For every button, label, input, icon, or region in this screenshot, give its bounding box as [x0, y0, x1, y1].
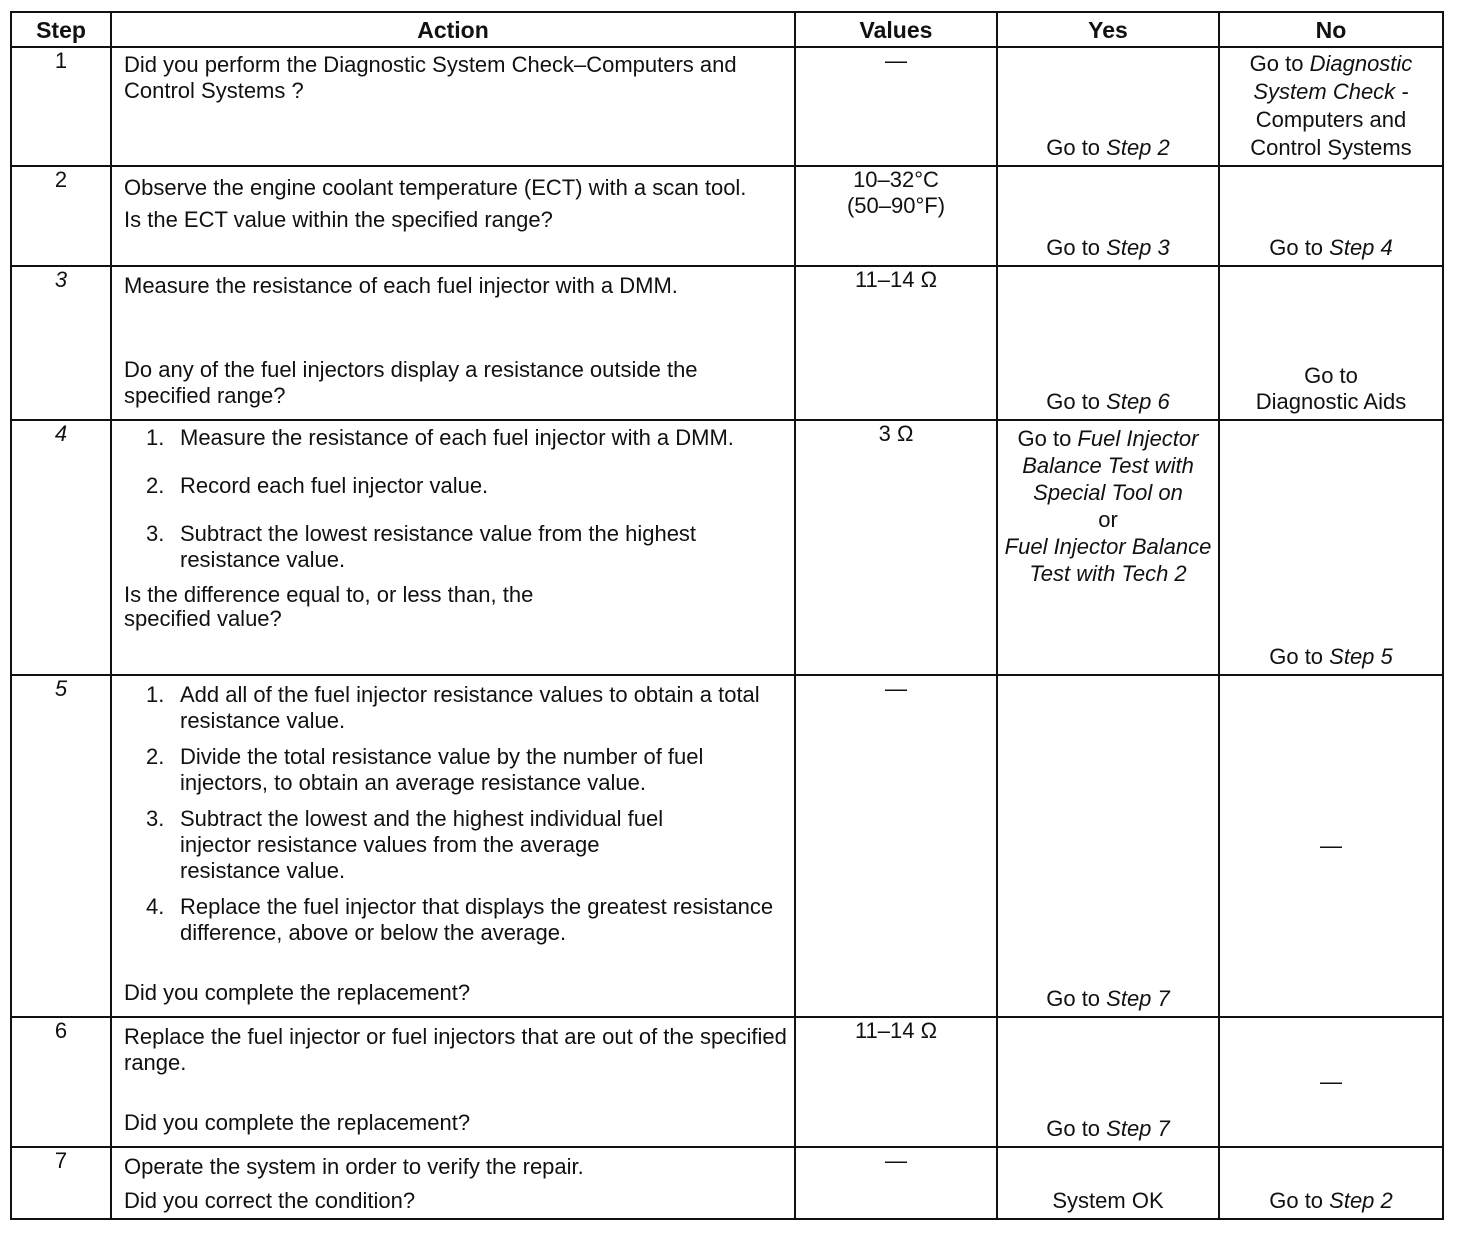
table-row: [11, 420, 1443, 675]
yes-result: Go to Step 6: [1046, 389, 1170, 414]
table-row: [11, 166, 1443, 266]
action-steps-list: [124, 682, 788, 946]
yes-cell: [997, 266, 1219, 420]
no-link[interactable]: Diagnostic System Check -: [1253, 51, 1413, 104]
header-action: Action: [111, 12, 795, 47]
header-row: [11, 12, 1443, 47]
yes-cell: [997, 166, 1219, 266]
step-cell: [11, 47, 111, 166]
yes-cell: [997, 420, 1219, 675]
no-cell: [1219, 675, 1443, 1017]
list-item: 4. Replace the fuel injector that displays the greatest resistance difference, above or below the average.: [146, 894, 774, 945]
no-link[interactable]: Step 2: [1329, 1188, 1393, 1213]
no-cell: [1219, 166, 1443, 266]
action-text: Did you perform the Diagnostic System Check–Computers and Control Systems ?: [124, 52, 737, 103]
header-values: Values: [795, 12, 997, 47]
header-yes: Yes: [997, 12, 1219, 47]
yes-link-alt[interactable]: Fuel Injector Balance Test with Tech 2: [1004, 534, 1212, 586]
value-text: —: [885, 48, 907, 73]
no-result: Go to Diagnostic Aids: [1220, 363, 1442, 415]
no-result: Go to Diagnostic System Check - Computers and Control Systems: [1249, 51, 1413, 160]
value-text: —: [885, 676, 907, 701]
value-text: 3 Ω: [878, 421, 914, 446]
action-text: Replace the fuel injector or fuel injectors that are out of the specified range.: [124, 1024, 787, 1075]
step-number: 7: [54, 1148, 68, 1173]
step-number: 3: [54, 267, 68, 292]
action-cell: [111, 675, 795, 1017]
no-cell: [1219, 1147, 1443, 1219]
diagnostic-table: [10, 11, 1444, 1220]
yes-link[interactable]: Step 3: [1106, 235, 1170, 260]
step-number: 1: [54, 48, 68, 73]
no-link[interactable]: Step 5: [1329, 644, 1393, 669]
value-text: 11–14 Ω: [854, 267, 938, 292]
step-cell: [11, 420, 111, 675]
action-cell: [111, 1017, 795, 1147]
action-question: Is the difference equal to, or less than, the specified value?: [124, 582, 534, 631]
action-question: Do any of the fuel injectors display a resistance outside the specified range?: [124, 357, 698, 408]
values-cell: [795, 266, 997, 420]
yes-result: Go to Step 7: [1046, 1116, 1170, 1141]
yes-link[interactable]: Step 7: [1106, 1116, 1170, 1141]
no-link-suffix: Computers and Control Systems: [1250, 107, 1412, 160]
action-question: Did you complete the replacement?: [124, 1110, 471, 1135]
action-question: Did you correct the condition?: [124, 1188, 416, 1213]
no-result: —: [1320, 833, 1342, 858]
step-cell: [11, 166, 111, 266]
step-number: 6: [54, 1018, 68, 1043]
table-row: [11, 1017, 1443, 1147]
yes-result: Go to Step 2: [1046, 135, 1170, 160]
action-text: Measure the resistance of each fuel injector with a DMM.: [124, 273, 678, 298]
values-cell: [795, 1147, 997, 1219]
header-no: No: [1219, 12, 1443, 47]
table-row: [11, 1147, 1443, 1219]
action-cell: [111, 420, 795, 675]
yes-result: Go to Step 7: [1046, 986, 1170, 1011]
yes-cell: [997, 675, 1219, 1017]
no-link[interactable]: Step 4: [1329, 235, 1393, 260]
yes-cell: [997, 47, 1219, 166]
yes-result: Go to Fuel Injector Balance Test with Special Tool on or Fuel Injector Balance Test with Tech 2: [1004, 426, 1212, 586]
value-text: 11–14 Ω: [854, 1018, 938, 1043]
action-text: Operate the system in order to verify the repair.: [124, 1154, 584, 1179]
step-number: 5: [54, 676, 68, 701]
action-cell: [111, 47, 795, 166]
yes-cell: [997, 1147, 1219, 1219]
step-cell: [11, 675, 111, 1017]
step-cell: [11, 1147, 111, 1219]
no-result: —: [1320, 1069, 1342, 1094]
value-text-secondary: (50–90°F): [846, 193, 946, 218]
yes-link[interactable]: Step 6: [1106, 389, 1170, 414]
list-item: 3. Subtract the lowest resistance value from the highest resistance value.: [146, 521, 697, 572]
no-result: Go to Step 4: [1269, 235, 1393, 260]
action-cell: [111, 166, 795, 266]
action-text: Observe the engine coolant temperature (ECT) with a scan tool.: [124, 175, 747, 200]
action-question: Is the ECT value within the specified range?: [124, 207, 553, 232]
table-row: [11, 675, 1443, 1017]
step-number: 2: [54, 167, 68, 192]
no-cell: [1219, 266, 1443, 420]
action-steps-list: [124, 425, 788, 573]
no-cell: [1219, 47, 1443, 166]
yes-link[interactable]: Step 7: [1106, 986, 1170, 1011]
yes-link[interactable]: Step 2: [1106, 135, 1170, 160]
list-item: 2. Record each fuel injector value.: [146, 473, 489, 498]
values-cell: [795, 47, 997, 166]
values-cell: [795, 420, 997, 675]
no-result: Go to Step 5: [1269, 644, 1393, 669]
yes-link[interactable]: Fuel Injector Balance Test with Special Tool on: [1022, 426, 1199, 505]
table-row: [11, 47, 1443, 166]
table-row: [11, 266, 1443, 420]
values-cell: [795, 166, 997, 266]
no-cell: [1219, 420, 1443, 675]
yes-result: System OK: [1052, 1188, 1164, 1213]
value-text: 10–32°C: [853, 167, 939, 192]
list-item: 2. Divide the total resistance value by the number of fuel injectors, to obtain an average resistance value.: [146, 744, 704, 795]
step-number: 4: [54, 421, 68, 446]
yes-result: Go to Step 3: [1046, 235, 1170, 260]
values-cell: [795, 1017, 997, 1147]
action-question: Did you complete the replacement?: [124, 980, 471, 1005]
step-cell: [11, 1017, 111, 1147]
no-link[interactable]: Diagnostic Aids: [1255, 389, 1407, 414]
yes-cell: [997, 1017, 1219, 1147]
list-item: 1. Measure the resistance of each fuel injector with a DMM.: [146, 425, 734, 450]
step-cell: [11, 266, 111, 420]
no-cell: [1219, 1017, 1443, 1147]
value-text: —: [885, 1148, 907, 1173]
list-item: 1. Add all of the fuel injector resistance values to obtain a total resistance value.: [146, 682, 760, 733]
list-item: 3. Subtract the lowest and the highest individual fuel injector resistance values from the average resistance value.: [146, 806, 664, 883]
action-cell: [111, 1147, 795, 1219]
diagnostic-table-container: [10, 11, 1442, 1220]
no-result: Go to Step 2: [1269, 1188, 1393, 1213]
header-step: Step: [11, 12, 111, 47]
values-cell: [795, 675, 997, 1017]
action-cell: [111, 266, 795, 420]
